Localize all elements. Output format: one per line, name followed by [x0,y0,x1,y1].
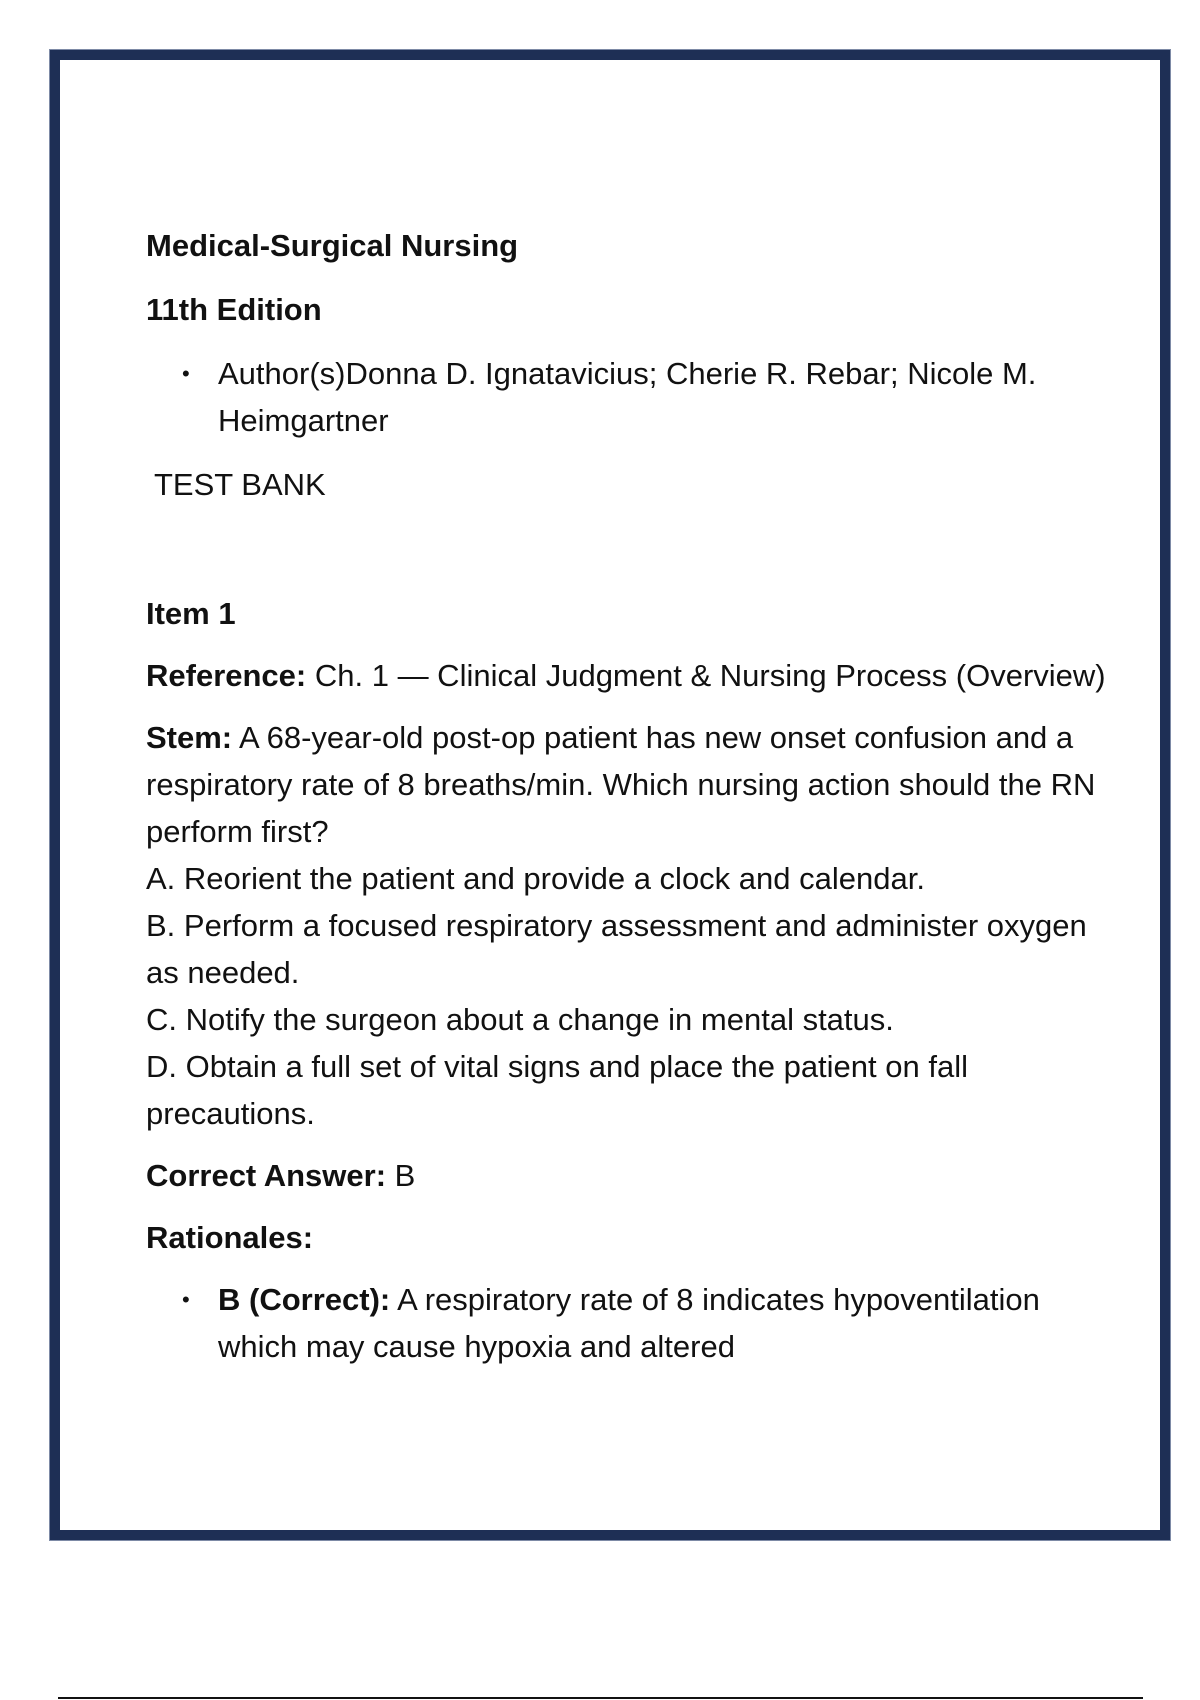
section-label: TEST BANK [154,467,326,502]
correct-answer-label: Correct Answer: [146,1158,387,1193]
item-heading: Item 1 [146,596,236,631]
footer-divider [58,1697,1143,1699]
rationales-heading: Rationales: [146,1220,314,1255]
rationale-item [146,1276,1106,1370]
document-content [146,222,1106,1370]
bullet-icon: • [182,361,190,386]
author-list [146,350,1106,444]
correct-answer-value: B [386,1158,416,1193]
item-stem [146,714,1106,855]
rationale-text: A respiratory rate of 8 indicates hypoventilation which may cause hypoxia and altered [218,1282,1040,1364]
reference-label: Reference: [146,658,307,693]
author-list-item [146,350,1106,444]
bullet-icon: • [182,1287,190,1312]
answer-option-c: C. Notify the surgeon about a change in mental status. [146,1002,894,1037]
stem-label: Stem: [146,720,233,755]
correct-answer [146,1152,1106,1199]
answer-option-b: B. Perform a focused respiratory assessment and administer oxygen as needed. [146,908,1087,990]
book-title: Medical-Surgical Nursing [146,228,519,263]
author-names: Author(s)Donna D. Ignatavicius; Cherie R. Rebar; Nicole M. Heimgartner [218,356,1037,438]
rationales-list [146,1276,1106,1370]
book-edition: 11th Edition [146,292,322,327]
answer-option-d: D. Obtain a full set of vital signs and place the patient on fall precautions. [146,1049,968,1131]
answer-option-a: A. Reorient the patient and provide a clock and calendar. [146,861,925,896]
stem-text: A 68-year-old post-op patient has new onset confusion and a respiratory rate of 8 breaths/min. Which nursing action should the RN perform first? [146,720,1096,849]
rationale-label: B (Correct): [218,1282,391,1317]
item-reference [146,652,1106,699]
reference-text: Ch. 1 — Clinical Judgment & Nursing Process (Overview) [306,658,1106,693]
